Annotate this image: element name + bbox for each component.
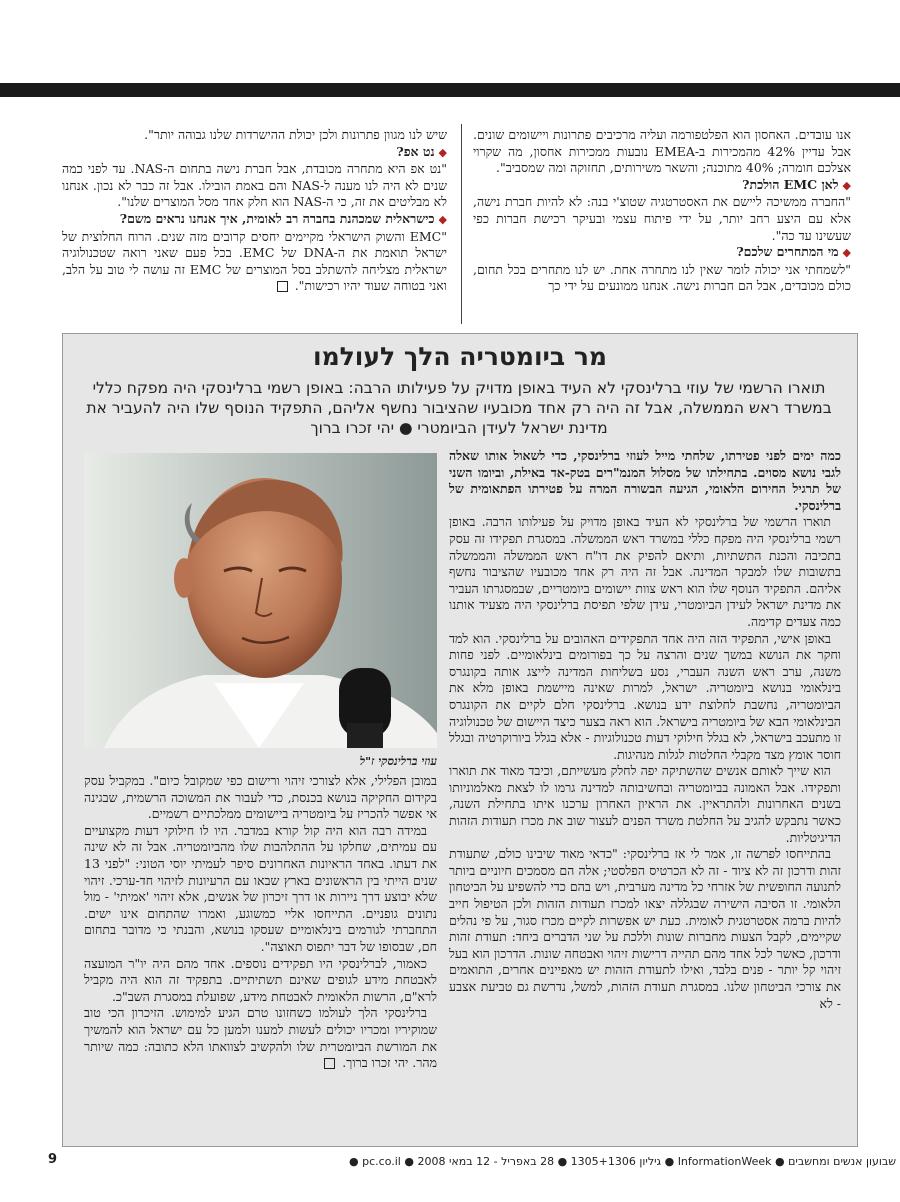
paragraph: הוא שייך לאותם אנשים שהשתיקה יפה לחלק מעשייתם, וכיבד מאוד את תוארו ותפקידו. אבל האמונה בביומטריה ובחשיבותה למדינה גרמו לו לצאת מאלמוניותו בשנים האחרונות ולהתראיין. את הראיון האחרון ערכנו איתו בתחילת השנה, כאשר נתבקש להגיב על החלטת משרד הפנים לעצור שוב את מכרז תעודות הזהות הדיגיטליות. — [449, 763, 841, 845]
page-footer: שבועון אנשים ומחשבים ● InformationWeek ● גיליון 1305+1306 ● 28 באפריל - 12 במאי 2008 ● pc.co.il ● — [349, 1155, 896, 1168]
diamond-bullet-icon: ◆ — [438, 145, 447, 159]
question-text: מי המתחרים שלכם? — [736, 244, 839, 260]
paragraph — [84, 1005, 437, 1071]
paragraph: "לשמחתי אני יכולה לומר שאין לנו מתחרה אחת. יש לנו מתחרים בכל תחום, כולם מכובדים, אבל הם חברות נישה. אנחנו ממונעים על ידי כך — [473, 261, 851, 294]
question-heading — [473, 244, 851, 262]
box-title: מר ביומטריה הלך לעולמו — [313, 342, 607, 371]
paragraph: בהתייחסו לפרשה זו, אמר לי אז ברלינסקי: "כדאי מאוד שיבינו כולם, שתעודת זהות ודרכון זה לא ציוד - זה לא הכרטיס הפלסטי; אלה הם מסמכים חיוניים ביותר לתנועה החופשית של אזרחי כל מדינה מערבית, ויש בהם כדי להשפיע על הביטחון הלאומי. זו הסיבה הישירה שבגללה יצאו למכרז תעודות הזהות ולכן הטיפול חייב להיות ברמה אסטרטגית לאומית. כעת יש אפשרות לקיים מכרז סגור, על פי נהלים שקיימים, לקבל הצעות מחברות שונות וללכת על שני הדברים ביחד: תעודת זהות ודרכון, כאשר לכל אחד מהם תהייה דרישות זיהוי ואבטחה שונות. הדרכון הוא בעל זיהוי קל יותר - פנים בלבד, ואילו לתעודת הזהות יש מאפיינים אחרים, התואמים את צורכי הביטחון שלנו. במסגרת תעודת הזהות, למשל, נדרשת גם טביעת אצבע - לא — [449, 846, 841, 1011]
paragraph: באופן אישי, התפקיד הזה היה אחד התפקידים האהובים על ברלינסקי. הוא למד וחקר את הנושא במשך שנים והרצה על כך בפורומים בינלאומיים. לפני פחות משנה, ערב ראש השנה העברי, נסע בשליחות המדינה לייצג אותה בקונגרס בינלאומי בנושא ביומטריה. ישראל, למרות שאינה מיישמת באופן מלא את הביומטריה, נחשבת לחלוצת ידע בנושא. ברלינסקי חלם לקיים את הקונגרס הבינלאומי הבא של ביומטריה בישראל. הוא ראה בצער כיצד היישום של טכנולוגיה זו מתעכב בישראל, לא בגלל חילוקי דעות טכנולוגיות - אלא בגלל ביורוקרטיה ובגלל חוסר אומץ מצד מקבלי החלטות לגלות מנהיגות. — [449, 630, 841, 762]
end-square-icon — [324, 1058, 335, 1069]
paragraph: תוארו הרשמי של ברלינסקי לא העיד באופן מדויק על פעילותו הרבה. באופן רשמי ברלינסקי היה מפקח כללי במשרד ראש הממשלה. במסגרת תפקידו זה עסק בתכיבה והכנת התשתיות, ותיאם להפיק את דו"ח ראש הממשלה והממשלה בתשובות שלו למבקר המדינה. אבל זה היה רק אחד מכובעיו שהציבור נחשף אליהם. התפקיד הנוסף שלו הוא ראש צוות יישומים ביומטריים, שבמסגרתו העביר את מדינת ישראל לעידן הביומטרי, עידן שלפי תפיסת ברלינסקי היה מצעיד אותנו כמה צעדים קדימה. — [449, 514, 841, 629]
paragraph: "החברה ממשיכה ליישם את האסטרטגיה שטוצ'י בנה: לא להיות חברת נישה, אלא עם היצע רחב יותר, על ידי פיתוח עצמי ובעיקר רכישת חברות כפי שעשינו עד כה". — [473, 194, 851, 243]
photo-caption: עוזי ברלינסקי ז"ל — [359, 754, 437, 768]
question-text: לאן EMC הולכת? — [742, 176, 839, 192]
article-column-left — [62, 127, 447, 295]
obituary-column-left — [84, 773, 437, 1072]
paragraph: במידה רבה הוא היה קול קורא במדבר. היו לו חילוקי דעות מקצועיים עם עמיתים, שחלקו על ההתלהבות שלו מהביומטריה. אבל זה לא שינה את דעתו. באחד הראיונות האחרונים סיפר לעמיתי יוסי הטוני: "לפני 13 שנים הייתי בין הראשונים בארץ שבאו עם הרעיונות לזיהוי חד-ערכי. זיהוי שלא יבוצע דרך ניירות או דרך זיכרון של אנשים, אלא זיהוי 'אמיתי' - מול נתונים גופניים. התייחסו אליי כמשוגע, ואמרו שהתחום אינו ישים. התחברתי לגורמים בינלאומיים שעסקו בנושא, והבנתי כי מדובר בתחום חם, שבסופו של דבר יתפוס תאוצה". — [84, 822, 437, 954]
diamond-bullet-icon: ◆ — [842, 178, 851, 192]
portrait-illustration — [84, 453, 437, 748]
paragraph: אנו עובדים. האחסון הוא הפלטפורמה ועליה מרכיבים פתרונות ויישומים שונים. אבל עדיין 42% מהמכירות ב-EMEA נובעות ממכירות אחסון, מה שקרוי אצלכם חומרה; 40% מתוכנה; והשאר משירותים, תחזוקה ומה שמסביב". — [473, 127, 852, 176]
page-number: 9 — [48, 1152, 58, 1167]
end-square-icon — [277, 281, 288, 292]
top-black-rule — [0, 83, 900, 97]
paragraph: כאמור, לברלינסקי היו תפקידים נוספים. אחד מהם היה יו"ר המועצה לאבטחת מידע לגופים שאינם תשתיתיים. בתפקיד זה הוא היה מקביל לרא"ם, הרשות הלאומית לאבטחת מידע, שפועלת במסגרת השב"כ. — [84, 955, 437, 1004]
paragraph: במובן הפלילי, אלא לצורכי זיהוי ורישום כפי שמקובל כיום". במקביל עסק בקידום החקיקה בנושא בכנסת, כדי לעבור את המשוכה הרשמית, שבגינה אי אפשר להכריז על ביומטריה ביישומים ממלכתיים רשמיים. — [84, 773, 437, 822]
column-divider — [461, 124, 462, 324]
lead-paragraph: כמה ימים לפני פטירתו, שלחתי מייל לעוזי ברלינסקי, כדי לשאול אותו שאלה לגבי נושא מסוים. בתחילתו של מסלול המנמ"רים בטק-אד באילת, וביומו השני של תרגיל החירום הלאומי, הגיעה הבשורה המרה על פטירתו הפתאומית של ברלינסקי. — [449, 448, 841, 513]
diamond-bullet-icon: ◆ — [842, 246, 851, 260]
question-heading — [62, 144, 447, 162]
question-heading — [473, 177, 851, 195]
obituary-column-right — [449, 448, 841, 1012]
article-column-right — [473, 127, 851, 295]
paragraph-text: "EMC והשוק הישראלי מקיימים יחסים קרובים מזה שנים. הרוח החלוצית של ישראל תואמת את ה-DNA של EMC. בכל פעם שאני רואה שטכנולוגיה ישראלית מצליחה להשתלב בסל המוצרים של EMC זה עושה לי טוב על הלב, ואני בטוחה שעוד יהיו רכישות". — [62, 228, 447, 294]
portrait-photo — [84, 453, 437, 748]
question-text: נט אפ? — [396, 143, 435, 159]
paragraph — [62, 229, 447, 295]
paragraph-text: ברלינסקי הלך לעולמו כשחזונו טרם הגיע למימוש. הזיכרון הכי טוב שמוקיריו ומכריו יכולים לעשות למענו ולמען כל עם ישראל הוא להמשיך את המורשת הביומטרית שלו ולהקשיב לצוואתו הלא כתובה: כמה שיותר מהר. יהי זכרו ברוך. — [84, 1005, 437, 1071]
question-heading — [62, 211, 447, 229]
paragraph: שיש לנו מגוון פתרונות ולכן יכולת ההישרדות שלנו גבוהה יותר". — [144, 127, 447, 142]
paragraph: "נט אפ היא מתחרה מכובדת, אבל חברת נישה בתחום ה-NAS. עד לפני כמה שנים לא היה לנו מענה ל-NAS והם באמת הובילו. אבל זה כבר לא נכון. אנחנו לא מבליטים את זה, כי ה-NAS הוא חלק אחד מסל המוצרים שלנו". — [62, 161, 447, 210]
question-text: כישראלית שמכהנת בחברה רב לאומית, איך אנחנו נראים משם? — [119, 210, 435, 226]
box-subtitle: תוארו הרשמי של עוזי ברלינסקי לא העיד באופן מדויק על פעילותו הרבה: באופן רשמי ברלינסקי היה מפקח כללי במשרד ראש הממשלה, אבל זה היה רק אחד מכובעיו שהציבור נחשף אליהם, התפקיד הנוסף שלו היה להעביר את מדינת ישראל לעידן הביומטרי ● יהי זכרו ברוך — [86, 379, 832, 437]
diamond-bullet-icon: ◆ — [438, 212, 447, 226]
